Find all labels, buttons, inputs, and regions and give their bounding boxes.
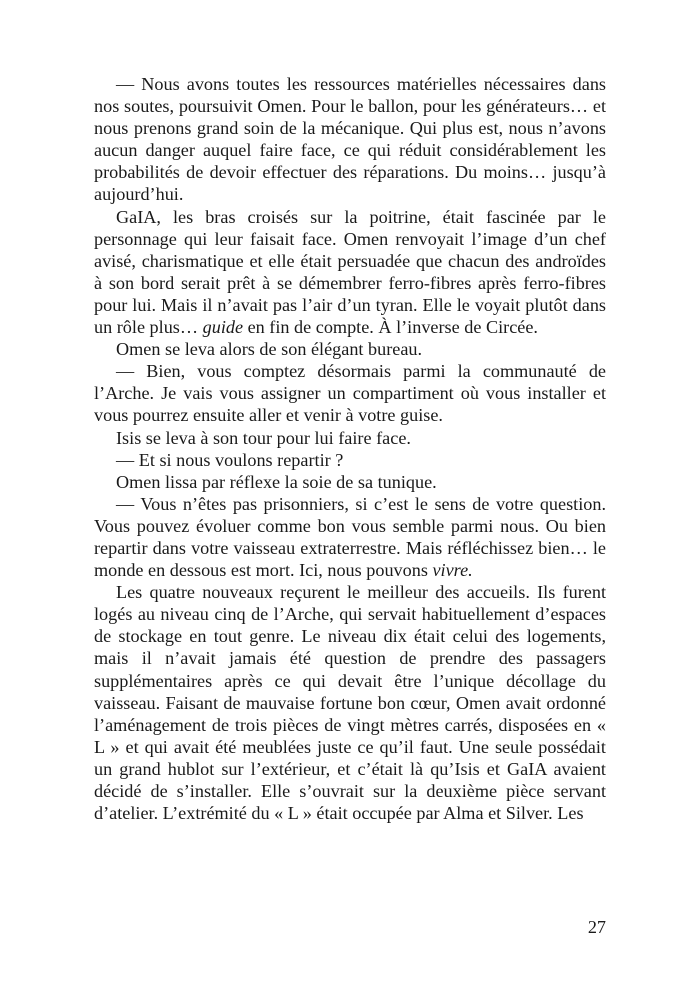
paragraph-2 [94, 206, 606, 339]
book-page-body [94, 73, 606, 824]
paragraph-8-emphasis: vivre. [432, 560, 473, 581]
paragraph-7: Omen lissa par réflexe la soie de sa tunique. [116, 471, 437, 492]
paragraph-2-text-after: en fin de compte. À l’inverse de Circée. [243, 317, 538, 338]
paragraph-3: Omen se leva alors de son élégant bureau. [116, 339, 423, 360]
paragraph-2-emphasis: guide [202, 317, 244, 338]
paragraph-4: — Bien, vous comptez désormais parmi la communauté de l’Arche. Je vais vous assigner un compartiment où vous installer et vous pourrez ensuite aller et venir à votre guise. [94, 361, 606, 426]
paragraph-8 [94, 493, 606, 581]
page-number: 27 [587, 917, 606, 937]
paragraph-9: Les quatre nouveaux reçurent le meilleur des accueils. Ils furent logés au niveau cinq de l’Arche, qui servait habituellement d’espaces de stockage en tout genre. Le niveau dix était celui des logements, mais il n’avait jamais été question de prendre des passagers supplémentaires après ce qui devait être l’unique décollage du vaisseau. Faisant de mauvaise fortune bon cœur, Omen avait ordonné l’aménagement de trois pièces de vingt mètres carrés, disposées en « L » et qui avait été meublées juste ce qu’il faut. Une seule possédait un grand hublot sur l’extérieur, et c’était là qu’Isis et GaIA avaient décidé de s’installer. Elle s’ouvrait sur la deuxième pièce servant d’atelier. L’extrémité du « L » était occupée par Alma et Silver. Les [94, 582, 606, 824]
paragraph-1: — Nous avons toutes les ressources matérielles nécessaires dans nos soutes, poursuivit Omen. Pour le ballon, pour les générateurs… et nous prenons grand soin de la mécanique. Qui plus est, nous n’avons aucun danger auquel faire face, ce qui réduit considérablement les probabilités de devoir effectuer des réparations. Du moins… jusqu’à aujourd’hui. [94, 74, 606, 205]
paragraph-6: — Et si nous voulons repartir ? [116, 449, 344, 470]
paragraph-2-text-before: GaIA, les bras croisés sur la poitrine, était fascinée par le personnage qui leur faisait face. Omen renvoyait l’image d’un chef avisé, charismatique et elle était persuadée que chacun des androïdes à son bord serait prêt à se démembrer ferro-fibres après ferro-fibres pour lui. Mais il n’avait pas l’air d’un tyran. Elle le voyait plutôt dans un rôle plus… [94, 206, 606, 338]
paragraph-5: Isis se leva à son tour pour lui faire face. [116, 427, 411, 448]
paragraph-8-text-before: — Vous n’êtes pas prisonniers, si c’est le sens de votre question. Vous pouvez évoluer comme bon vous semble parmi nous. Ou bien repartir dans votre vaisseau extraterrestre. Mais réfléchissez bien… le monde en dessous est mort. Ici, nous pouvons [94, 493, 606, 581]
